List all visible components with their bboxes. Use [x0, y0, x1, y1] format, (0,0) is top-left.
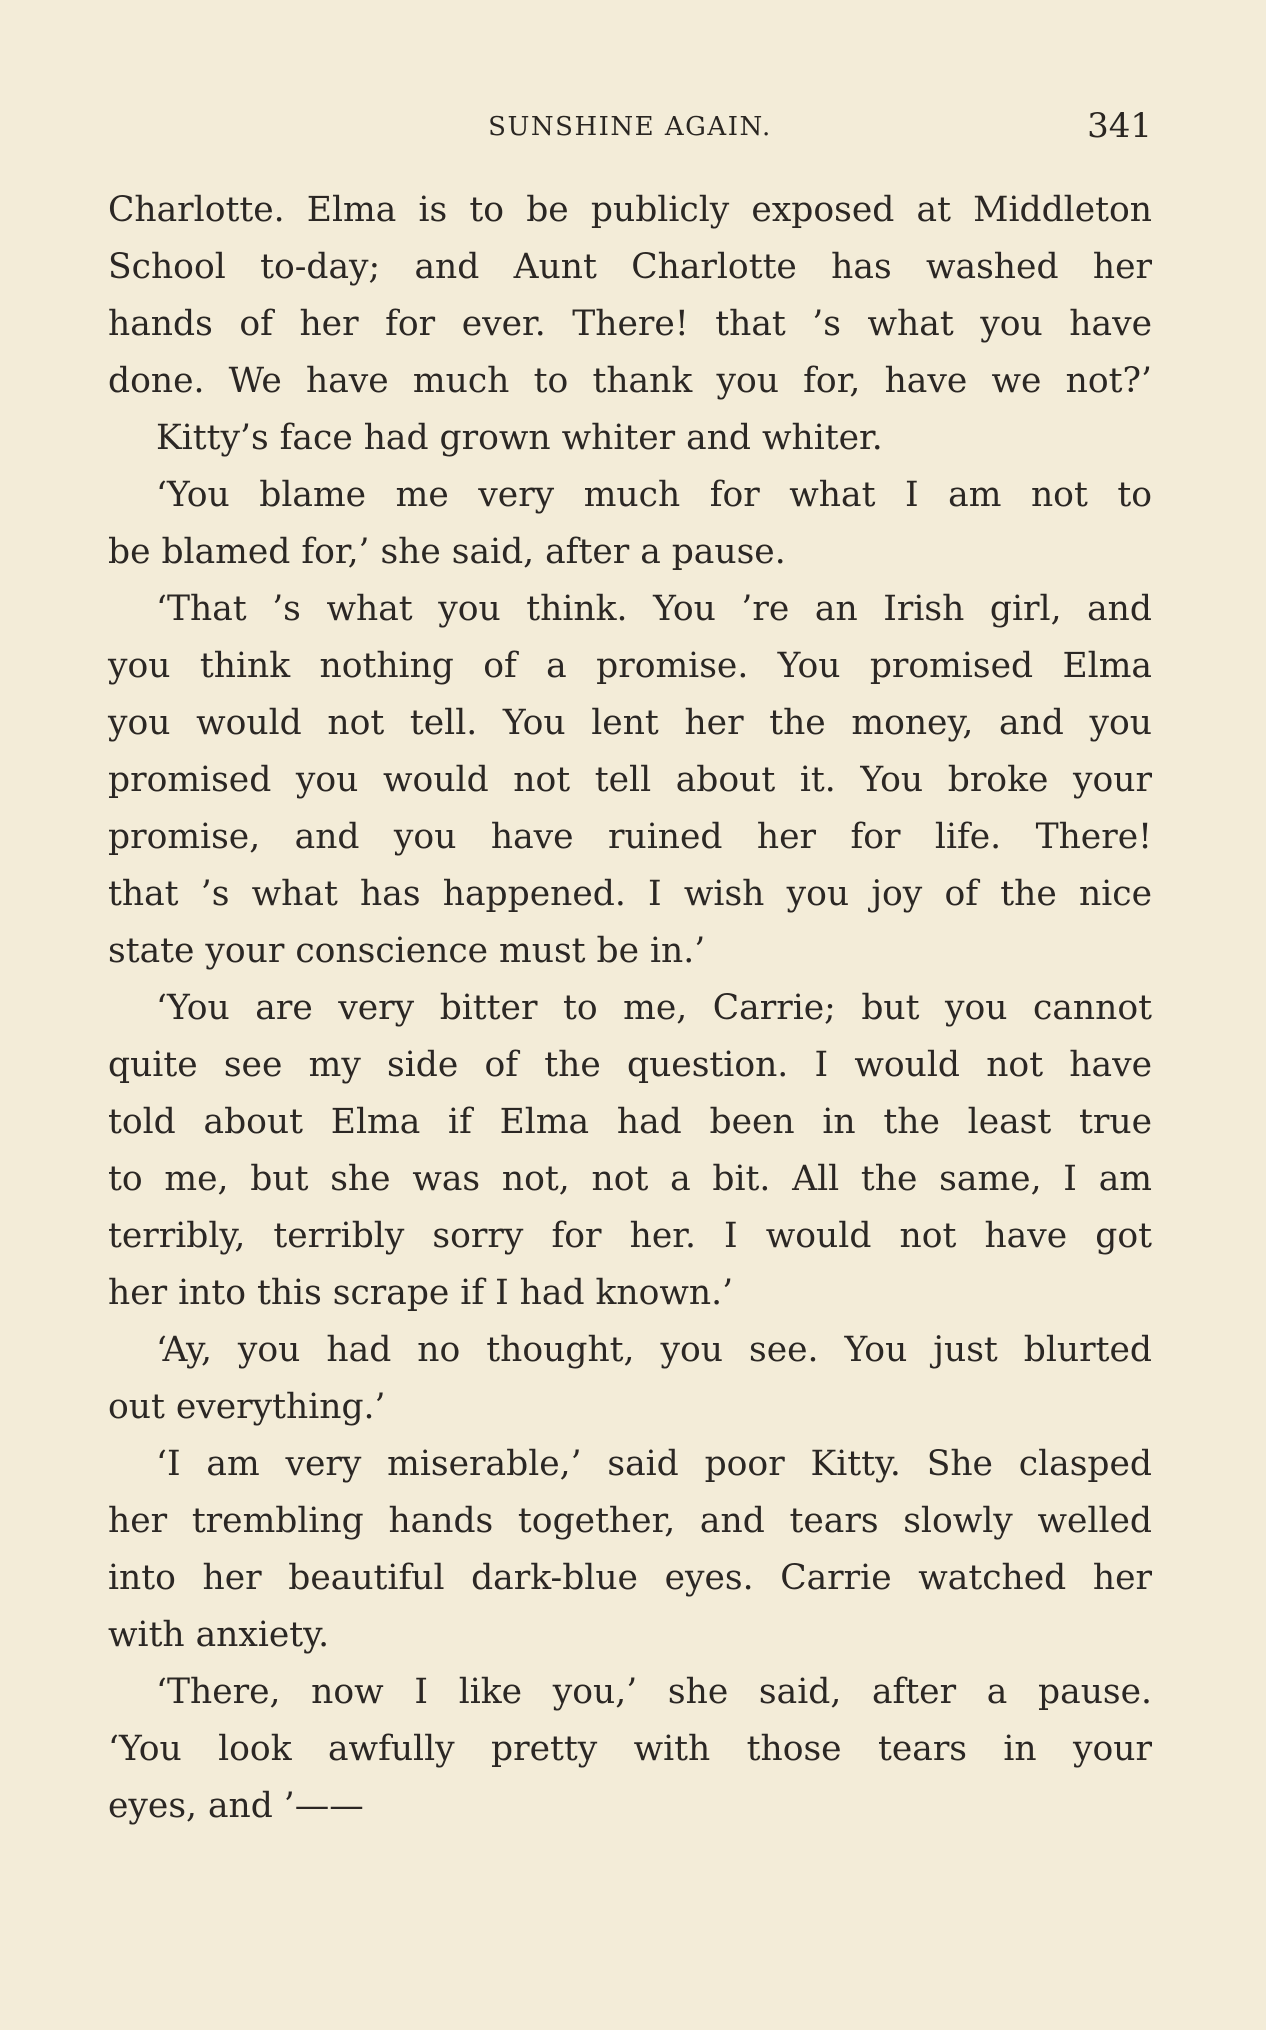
text-line: be blamed for,’ she said, after a pause.	[108, 532, 786, 572]
text-line: to me, but she was not, not a bit. All the same, I am	[108, 1159, 1152, 1199]
text-line: ‘There, now I like you,’ she said, after a pause.	[156, 1672, 1152, 1712]
text-line: out everything.’	[108, 1387, 386, 1427]
running-head: SUNSHINE AGAIN.	[488, 112, 772, 142]
text-line: Kitty’s face had grown whiter and whiter.	[156, 418, 883, 458]
text-line: ‘You are very bitter to me, Carrie; but you cannot	[156, 988, 1152, 1028]
page-number: 341	[1087, 106, 1152, 146]
text-line: state your conscience must be in.’	[108, 931, 706, 971]
text-line: Charlotte. Elma is to be publicly exposed at Middleton	[108, 190, 1152, 230]
text-line: quite see my side of the question. I would not have	[108, 1045, 1152, 1085]
text-line: ‘That ’s what you think. You ’re an Irish girl, and	[156, 589, 1152, 629]
text-line: terribly, terribly sorry for her. I would not have got	[108, 1216, 1152, 1256]
text-line: told about Elma if Elma had been in the least true	[108, 1102, 1152, 1142]
text-line: promised you would not tell about it. You broke your	[108, 760, 1152, 800]
text-line: School to-day; and Aunt Charlotte has washed her	[108, 247, 1152, 287]
text-line: you think nothing of a promise. You promised Elma	[108, 646, 1152, 686]
text-line: ‘You blame me very much for what I am not to	[156, 475, 1152, 515]
text-line: that ’s what has happened. I wish you joy of the nice	[108, 874, 1152, 914]
text-line: with anxiety.	[108, 1615, 330, 1655]
text-line: ‘I am very miserable,’ said poor Kitty. She clasped	[156, 1444, 1152, 1484]
text-line: you would not tell. You lent her the money, and you	[108, 703, 1152, 743]
text-line: hands of her for ever. There! that ’s what you have	[108, 304, 1152, 344]
text-line: her trembling hands together, and tears slowly welled	[108, 1501, 1152, 1541]
body-text	[108, 182, 1152, 1835]
text-line: done. We have much to thank you for, have we not?’	[108, 361, 1152, 401]
text-line: promise, and you have ruined her for life. There!	[108, 817, 1152, 857]
text-line: ‘Ay, you had no thought, you see. You just blurted	[156, 1330, 1152, 1370]
page-header	[108, 106, 1152, 150]
text-line: ‘You look awfully pretty with those tears in your	[108, 1729, 1152, 1769]
text-line: her into this scrape if I had known.’	[108, 1273, 734, 1313]
text-line: eyes, and ’——	[108, 1786, 364, 1826]
text-line: into her beautiful dark-blue eyes. Carrie watched her	[108, 1558, 1152, 1598]
